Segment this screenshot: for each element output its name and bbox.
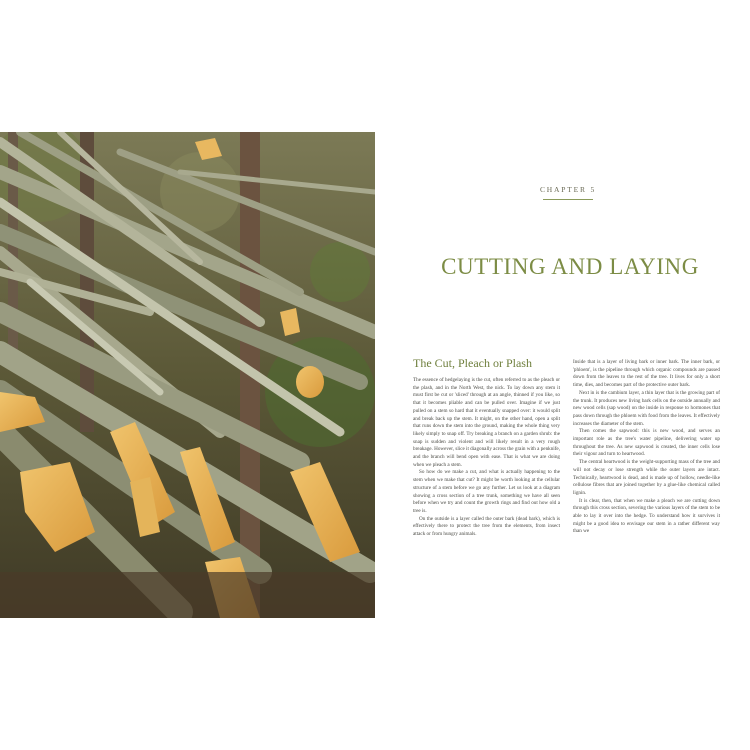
paragraph: Inside that is a layer of living bark or inner bark. The inner bark, or 'phloem', is the pipeline through which organic compounds are passed down from the leaves to the rest of the tree. It lives for only a short time, dies, and becomes part of the protective outer bark.: [573, 359, 720, 389]
paragraph: Then comes the sapwood: this is new wood, and serves an important role as the tree's water pipeline, delivering water up throughout the tree. As new sapwood is created, the inner cells lose their vigour and turn to heartwood.: [573, 428, 720, 458]
paragraph: So how do we make a cut, and what is actually happening to the stem when we make that cut? It might be worth looking at the cellular structure of a stem before we go any further. Let us look at a diagram showing a cross section of a tree trunk, something we have all seen before when we try and count the growth rings and find out how old a tree is.: [413, 469, 560, 514]
chapter-title: CUTTING AND LAYING: [441, 254, 699, 279]
chapter-rule: [543, 199, 593, 200]
section-heading: The Cut, Pleach or Plash: [413, 356, 532, 370]
paragraph: On the outside is a layer called the outer bark (dead bark), which is effectively there to protect the tree from the elements, from insect attack or from hungry animals.: [413, 515, 560, 538]
paragraph: The central heartwood is the weight-supporting mass of the tree and will not decay or lose strength while the outer layers are intact. Technically, heartwood is dead, and is made up of hollow, needle-like cellulose fibres that are joined together by a glue-like chemical called lignin.: [573, 459, 720, 496]
hedge-photo: [0, 132, 375, 618]
paragraph: Next in is the cambium layer, a thin layer that is the growing part of the trunk. It produces new living bark cells on the outside annually and new wood cells (sap wood) on the inside in response to hormones that pass down through the phloem with food from the leaves. It effectively increases the diameter of the stem.: [573, 389, 720, 427]
paragraph: It is clear, then, that when we make a pleach we are cutting down through this cross section, severing the various layers of the stem to be able to lay it over into the hedge. To understand how it survives it might be a good idea to envisage our stem in a rather different way than we: [573, 497, 720, 535]
paragraph: The essence of hedgelaying is the cut, often referred to as the pleach or the plash, and in the North West, the nick. To lay down any stem it must first be cut or 'sliced' through at an angle, thinned if you like, so that it becomes pliable and can be pulled over. Imagine if we just pulled on a stem so hard that it eventually snapped over: it would split and break back up the stem. It might, on the other hand, open a split that runs down the stem into the ground, making the whole thing very likely simply to snap off. Try breaking a branch on a garden shrub: the snap is sudden and violent and will likely result in a very rough breakage. However, slice it diagonally across the grain with a penknife, and the branch will bend open with ease. That is what we are doing when we pleach a stem.: [413, 377, 560, 468]
body-column-left: [413, 377, 560, 578]
chapter-label: CHAPTER 5: [540, 185, 596, 194]
body-column-right: [573, 359, 720, 578]
